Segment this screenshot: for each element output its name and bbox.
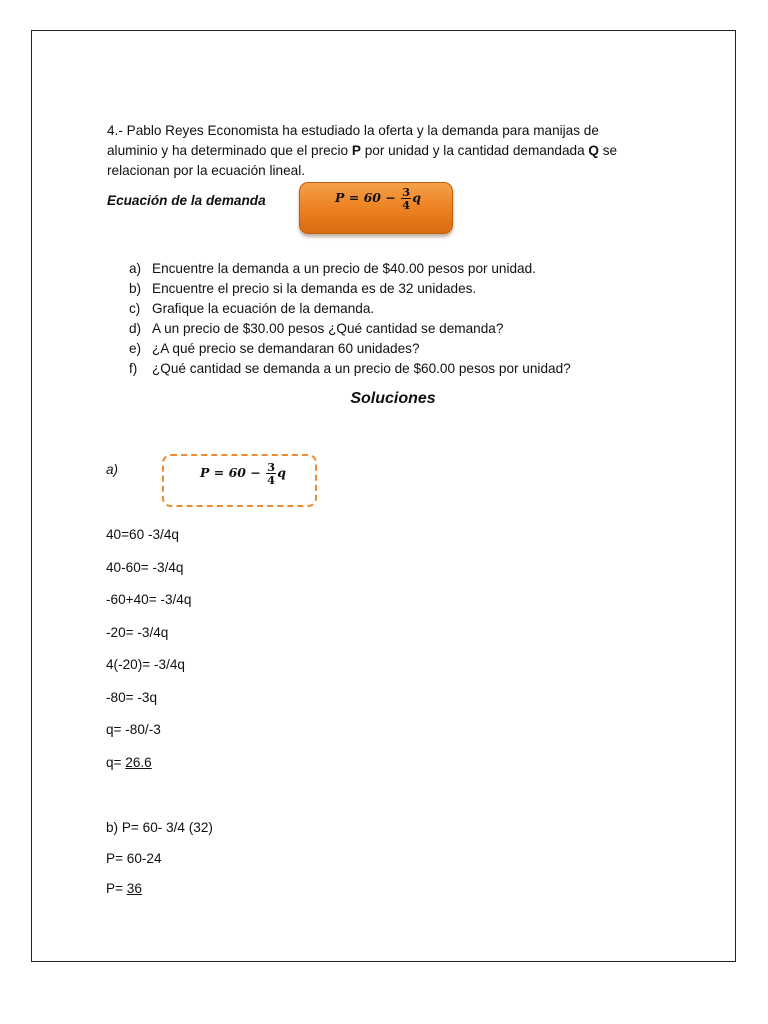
result-prefix: P= <box>106 881 127 896</box>
question-item <box>129 319 571 339</box>
solution-step: q= -80/-3 <box>106 722 161 737</box>
question-letter: a) <box>129 261 142 276</box>
intro-line-3: relacionan por la ecuación lineal. <box>107 163 305 178</box>
question-text: ¿A qué precio se demandaran 60 unidades? <box>152 341 420 356</box>
intro-text: se <box>598 143 618 158</box>
solution-step: -60+40= -3/4q <box>106 592 192 607</box>
part-a-label: a) <box>106 462 119 477</box>
demand-equation <box>335 186 421 211</box>
question-letter: d) <box>129 321 142 336</box>
question-text: Encuentre la demanda a un precio de $40.00 pesos por unidad. <box>152 261 536 276</box>
fraction-denominator: 4 <box>267 473 276 487</box>
question-text: Encuentre el precio si la demanda es de 32 unidades. <box>152 281 477 296</box>
question-letter: c) <box>129 301 141 316</box>
part-a-result <box>106 755 191 788</box>
fraction-denominator: 4 <box>402 198 411 212</box>
solutions-heading: Soluciones <box>350 390 436 407</box>
demand-equation-label: Ecuación de la demanda <box>107 193 266 208</box>
equation-lhs: P = 60 − <box>335 190 396 205</box>
part-a-steps <box>106 527 191 787</box>
solution-step: 40=60 -3/4q <box>106 527 179 542</box>
question-text: A un precio de $30.00 pesos ¿Qué cantidad se demanda? <box>152 321 504 336</box>
fraction-numerator: 3 <box>267 460 276 474</box>
question-item <box>129 299 571 319</box>
solution-step: 4(-20)= -3/4q <box>106 657 185 672</box>
equation-fraction <box>401 186 411 211</box>
result-prefix: q= <box>106 754 126 770</box>
problem-statement <box>107 121 660 181</box>
quantity-symbol: Q <box>588 143 599 158</box>
intro-text: por unidad y la cantidad demandada <box>360 143 589 158</box>
intro-line-2 <box>107 141 660 161</box>
question-item <box>129 279 571 299</box>
solution-step: -80= -3q <box>106 689 158 705</box>
solution-step: 40-60= -3/4q <box>106 559 184 575</box>
equation-variable: q <box>277 465 286 480</box>
question-item <box>129 359 571 379</box>
solution-step: P= 60-24 <box>106 850 162 866</box>
question-list <box>129 259 571 379</box>
equation-fraction <box>266 461 276 486</box>
part-b-steps <box>106 820 213 912</box>
result-value: 26.6 <box>125 754 152 770</box>
result-value: 36 <box>126 881 142 896</box>
intro-line-1: 4.- Pablo Reyes Economista ha estudiado la oferta y la demanda para manijas de <box>107 123 599 138</box>
equation-lhs: P = 60 − <box>200 465 261 480</box>
part-b-result <box>106 881 213 912</box>
solution-step: -20= -3/4q <box>106 624 169 640</box>
equation-variable: q <box>412 190 421 205</box>
intro-text: aluminio y ha determinado que el precio <box>107 143 352 158</box>
question-item <box>129 339 571 359</box>
fraction-numerator: 3 <box>402 185 411 199</box>
part-a-equation <box>200 461 286 486</box>
question-letter: b) <box>129 281 142 296</box>
solution-step: b) P= 60- 3/4 (32) <box>106 820 213 835</box>
question-item <box>129 259 571 279</box>
price-symbol: P <box>351 143 361 158</box>
question-text: ¿Qué cantidad se demanda a un precio de $60.00 pesos por unidad? <box>152 361 571 376</box>
question-letter: e) <box>129 341 142 356</box>
question-text: Grafique la ecuación de la demanda. <box>152 301 375 316</box>
question-letter: f) <box>129 361 138 376</box>
